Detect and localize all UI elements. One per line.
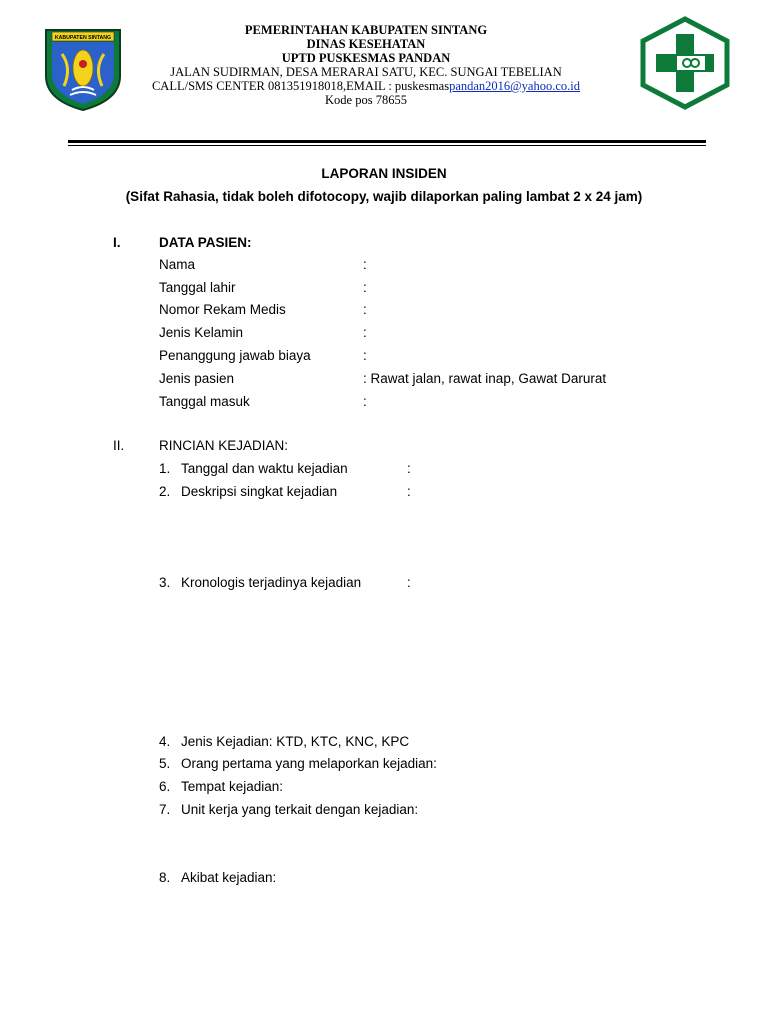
header-divider-thin bbox=[68, 145, 706, 146]
item-label-tempat: Tempat kejadian: bbox=[181, 779, 284, 794]
field-value-jenis-kelamin: : bbox=[363, 325, 367, 340]
page-subtitle: (Sifat Rahasia, tidak boleh difotocopy, wajib dilaporkan paling lambat 2 x 24 jam) bbox=[125, 189, 643, 204]
item-number: 7. bbox=[159, 802, 171, 817]
header-department: DINAS KESEHATAN bbox=[306, 37, 426, 51]
item-number: 1. bbox=[159, 461, 171, 476]
item-label-deskripsi: Deskripsi singkat kejadian bbox=[181, 484, 338, 499]
field-label-jenis-kelamin: Jenis Kelamin bbox=[159, 325, 244, 340]
field-value-tanggal-masuk: : bbox=[363, 394, 367, 409]
field-value-jenis-pasien: : Rawat jalan, rawat inap, Gawat Darurat bbox=[363, 371, 607, 386]
item-label-unit-kerja: Unit kerja yang terkait dengan kejadian: bbox=[181, 802, 419, 817]
header-contact bbox=[110, 80, 622, 94]
section1-heading: DATA PASIEN: bbox=[159, 235, 252, 250]
field-label-tanggal-masuk: Tanggal masuk bbox=[159, 394, 250, 409]
field-value-nama: : bbox=[363, 257, 367, 272]
header-government: PEMERINTAHAN KABUPATEN SINTANG bbox=[244, 23, 488, 37]
field-label-tanggal-lahir: Tanggal lahir bbox=[159, 280, 236, 295]
item-colon: : bbox=[407, 461, 411, 476]
item-label-pelapor: Orang pertama yang melaporkan kejadian: bbox=[181, 756, 437, 771]
item-number: 5. bbox=[159, 756, 171, 771]
item-label-tanggal-waktu: Tanggal dan waktu kejadian bbox=[181, 461, 348, 476]
item-number: 4. bbox=[159, 734, 171, 749]
field-value-penanggung-jawab: : bbox=[363, 348, 367, 363]
item-number: 8. bbox=[159, 870, 171, 885]
page-title: LAPORAN INSIDEN bbox=[321, 166, 447, 181]
field-label-penanggung-jawab: Penanggung jawab biaya bbox=[159, 348, 311, 363]
item-colon: : bbox=[407, 575, 411, 590]
field-value-tanggal-lahir: : bbox=[363, 280, 367, 295]
header-divider-thick bbox=[68, 140, 706, 143]
field-label-nama: Nama bbox=[159, 257, 196, 272]
header-address: JALAN SUDIRMAN, DESA MERARAI SATU, KEC. SUNGAI TEBELIAN bbox=[170, 65, 562, 79]
item-label-akibat: Akibat kejadian: bbox=[181, 870, 277, 885]
header-puskesmas: UPTD PUSKESMAS PANDAN bbox=[281, 51, 451, 65]
item-number: 6. bbox=[159, 779, 171, 794]
item-label-kronologis: Kronologis terjadinya kejadian bbox=[181, 575, 362, 590]
item-number: 2. bbox=[159, 484, 171, 499]
field-value-rekam-medis: : bbox=[363, 302, 367, 317]
section2-heading: RINCIAN KEJADIAN: bbox=[159, 438, 289, 453]
item-number: 3. bbox=[159, 575, 171, 590]
field-label-jenis-pasien: Jenis pasien bbox=[159, 371, 235, 386]
item-colon: : bbox=[407, 484, 411, 499]
email-link[interactable]: pandan2016@yahoo.co.id bbox=[449, 79, 581, 93]
logo-left-label: KABUPATEN SINTANG bbox=[54, 35, 112, 41]
item-label-jenis-kejadian: Jenis Kejadian: KTD, KTC, KNC, KPC bbox=[181, 734, 410, 749]
field-label-rekam-medis: Nomor Rekam Medis bbox=[159, 302, 286, 317]
header-contact-text: CALL/SMS CENTER 081351918018,EMAIL : puskesmas bbox=[151, 79, 450, 93]
section1-number: I. bbox=[113, 235, 121, 250]
puskesmas-logo-icon bbox=[639, 16, 731, 110]
header-postal-code: Kode pos 78655 bbox=[325, 93, 407, 107]
section2-number: II. bbox=[113, 438, 125, 453]
